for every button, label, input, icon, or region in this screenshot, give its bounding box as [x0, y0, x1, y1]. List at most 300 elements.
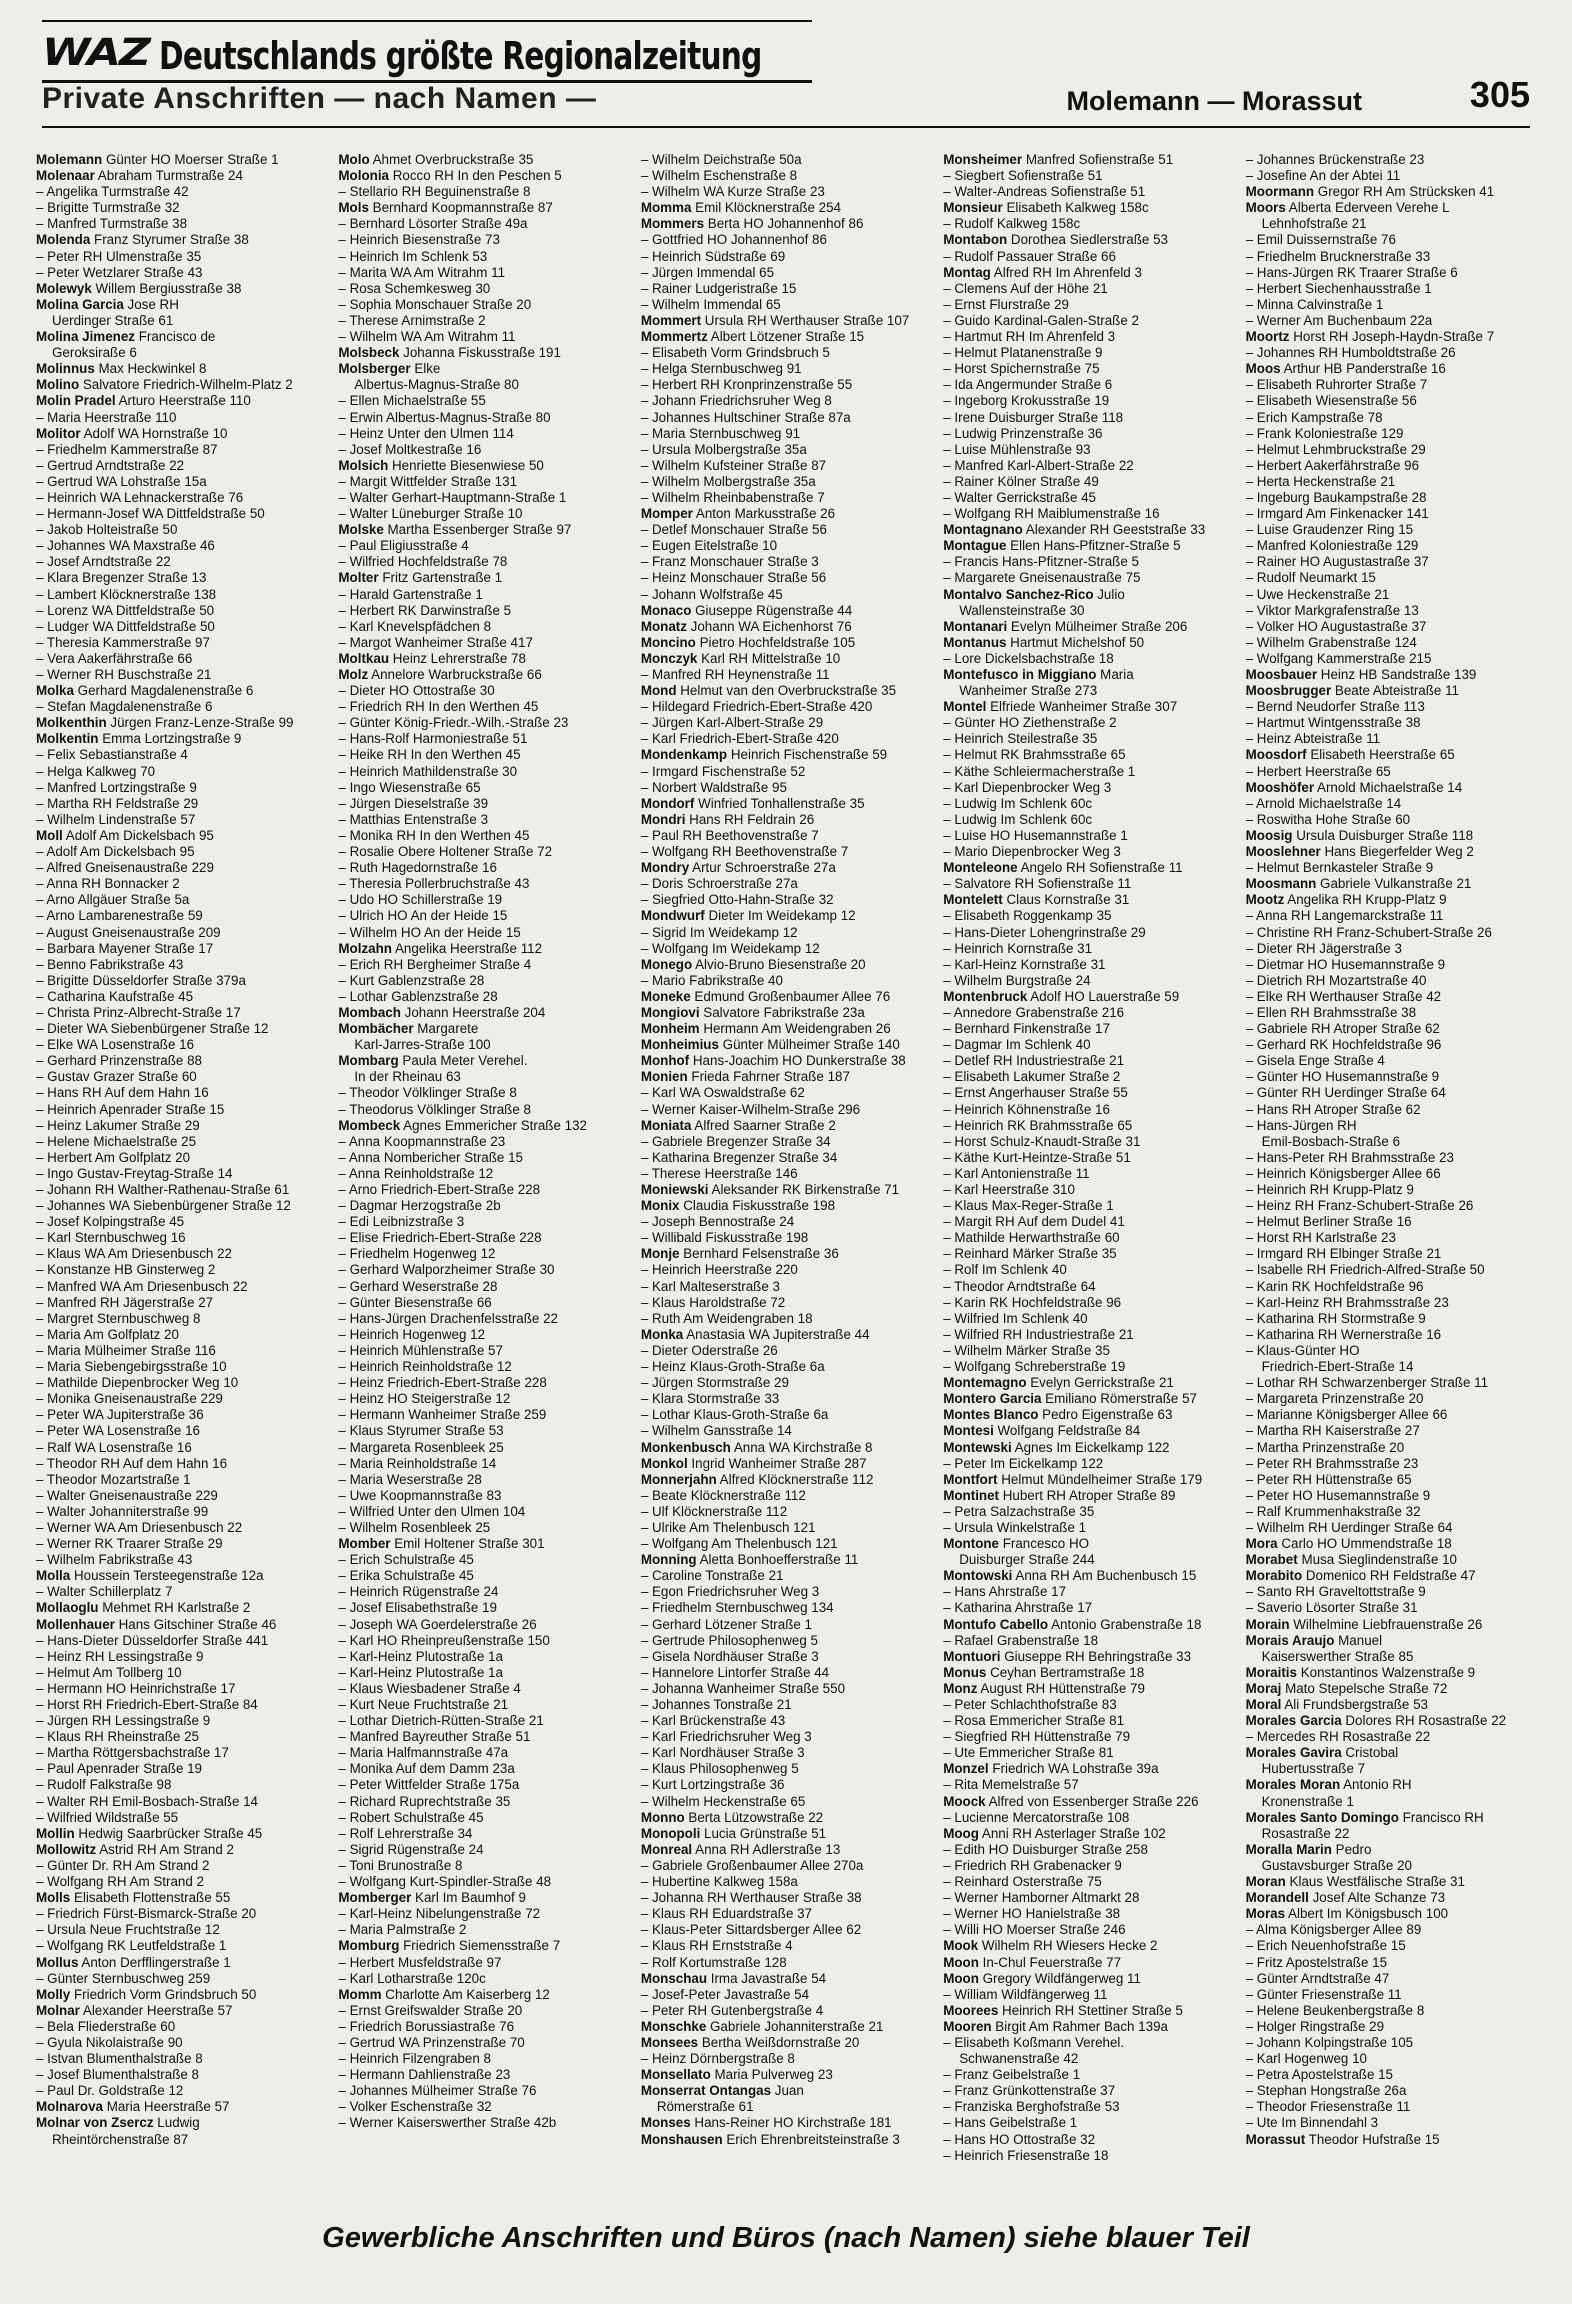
listing-entry: – Catharina Kaufstraße 45: [36, 988, 194, 1004]
listing-entry: Momber Emil Holtener Straße 301: [338, 1536, 545, 1552]
listing-entry: – Gisela Nordhäuser Straße 3: [640, 1648, 819, 1664]
listing-entry: Montfort Helmut Mündelheimer Straße 179: [943, 1471, 1203, 1487]
listing-entry: – Horst RH Friedrich-Ebert-Straße 84: [36, 1697, 258, 1712]
listing-entry: – Günter Sternbuschweg 259: [36, 1970, 211, 1986]
listing-entry: – Theodor RH Auf dem Hahn 16: [36, 1455, 228, 1471]
listing-entry: Momburg Friedrich Siemensstraße 7: [338, 1938, 561, 1954]
listing-entry: – Uwe Heckenstraße 21: [1245, 586, 1390, 602]
listing-entry: – Karl Knevelspfädchen 8: [338, 618, 492, 634]
listing-entry: Mols Bernhard Koopmannstraße 87: [338, 200, 553, 216]
masthead-title: [42, 26, 812, 78]
listing-entry: – Johannes WA Siebenbürgener Straße 12: [36, 1198, 291, 1214]
listing-entry: Albertus-Magnus-Straße 80: [354, 377, 519, 393]
listing-entry: – Peter Schlachthofstraße 83: [943, 1697, 1117, 1712]
listing-entry: – Herbert RK Darwinstraße 5: [338, 602, 512, 618]
listing-entry: – Johannes RH Humboldtstraße 26: [1245, 345, 1456, 361]
listing-entry: Mootz Angelika RH Krupp-Platz 9: [1245, 892, 1447, 908]
listing-entry: Mooslehner Hans Biegerfelder Weg 2: [1245, 844, 1474, 860]
listing-entry: – Heinrich Kornstraße 31: [943, 940, 1093, 956]
listing-entry: – Erika Schulstraße 45: [338, 1568, 474, 1584]
listing-entry: – Luise HO Husemannstraße 1: [943, 827, 1128, 843]
listing-entry: Molsich Henriette Biesenwiese 50: [338, 457, 544, 473]
listing-entry: – Katharina Bregenzer Straße 34: [640, 1149, 838, 1165]
listing-entry: – Ludwig Im Schlenk 60c: [943, 795, 1093, 811]
listing-entry: Moraj Mato Stepelsche Straße 72: [1245, 1680, 1448, 1696]
waz-logo: WAZ: [42, 30, 149, 75]
listing-entry: – Wilhelm RH Uerdinger Straße 64: [1245, 1519, 1453, 1535]
listing-entry: – Uwe Koopmannstraße 83: [338, 1487, 502, 1503]
listing-entry: Montewski Agnes Im Eickelkamp 122: [943, 1439, 1170, 1455]
listing-entry: Monning Aletta Bonhoefferstraße 11: [640, 1552, 859, 1568]
listing-entry: Monheimius Günter Mülheimer Straße 140: [640, 1037, 900, 1053]
listing-entry: – Bernhard Lösorter Straße 49a: [338, 216, 528, 232]
listing-entry: Moniata Alfred Saarner Straße 2: [640, 1117, 836, 1133]
listing-entry: Mollin Hedwig Saarbrücker Straße 45: [36, 1825, 263, 1841]
listing-entry: – Günter Dr. RH Am Strand 2: [36, 1857, 210, 1873]
listing-entry: Montague Ellen Hans-Pfitzner-Straße 5: [943, 538, 1181, 554]
listing-entry: – Johanna RH Werthauser Straße 38: [640, 1890, 862, 1906]
listing-entry: Monaco Giuseppe Rügenstraße 44: [640, 602, 853, 618]
listing-entry: – Klaus RH Ernststraße 4: [640, 1938, 793, 1954]
listing-entry: – Salvatore RH Sofienstraße 11: [943, 876, 1132, 892]
listing-entry: – Elisabeth Ruhrorter Straße 7: [1245, 377, 1428, 393]
listing-entry: – Wolfgang Schreberstraße 19: [943, 1359, 1126, 1375]
listing-entry: – Karl Heerstraße 310: [943, 1182, 1075, 1197]
listing-entry: – Werner HO Hanielstraße 38: [943, 1906, 1121, 1922]
listing-entry: – Friedrich Fürst-Bismarck-Straße 20: [36, 1906, 257, 1922]
listing-entry: – Karl WA Oswaldstraße 62: [640, 1085, 805, 1101]
listing-entry: Molls Elisabeth Flottenstraße 55: [36, 1890, 231, 1906]
listing-entry: – Karl Lotharstraße 120c: [338, 1970, 486, 1986]
listing-entry: Mollowitz Astrid RH Am Strand 2: [36, 1841, 234, 1857]
listing-entry: Monczyk Karl RH Mittelstraße 10: [640, 650, 841, 666]
listing-entry: Molewyk Willem Bergiusstraße 38: [36, 280, 242, 296]
listing-entry: – Paul Apenrader Straße 19: [36, 1761, 203, 1777]
listing-entry: Moltkau Heinz Lehrerstraße 78: [338, 650, 526, 666]
listing-entry: Monz August RH Hüttenstraße 79: [943, 1680, 1145, 1696]
listing-entry: – Wilfried Im Schlenk 40: [943, 1310, 1088, 1326]
listing-entry: Mommertz Albert Lötzener Straße 15: [640, 329, 865, 345]
header-rule: [42, 126, 1530, 128]
listing-entry: Moock Alfred von Essenberger Straße 226: [943, 1793, 1199, 1809]
listing-entry: – Ludger WA Dittfeldstraße 50: [36, 618, 215, 634]
listing-entry: – Rita Memelstraße 57: [943, 1777, 1079, 1793]
listing-entry: – Udo HO Schillerstraße 19: [338, 892, 503, 908]
listing-entry: – Santo RH Graveltottstraße 9: [1245, 1584, 1426, 1600]
listing-entry: – Emil Duissernstraße 76: [1245, 232, 1396, 248]
listing-entry: Molly Friedrich Vorm Grindsbruch 50: [36, 1986, 257, 2002]
listing-entry: Monteleone Angelo RH Sofienstraße 11: [943, 860, 1183, 876]
listing-entry: Montone Francesco HO: [943, 1536, 1090, 1552]
listing-entry: – Klaus-Günter HO: [1245, 1342, 1360, 1358]
listing-entry: – Irmgard Fischenstraße 52: [640, 763, 806, 779]
listing-entry: – Jürgen Stormstraße 29: [640, 1375, 789, 1391]
listing-entry: Monschau Irma Javastraße 54: [640, 1970, 827, 1986]
listing-entry: – Fritz Apostelstraße 15: [1245, 1954, 1388, 1970]
listing-entry: Rosastraße 22: [1261, 1825, 1350, 1841]
listing-entry: – Martha RH Kaiserstraße 27: [1245, 1423, 1420, 1439]
listing-entry: – Karl Friedrichsruher Weg 3: [640, 1729, 812, 1745]
listing-entry: – Ellen RH Brahmsstraße 38: [1245, 1004, 1417, 1020]
listing-entry: – Helmut Berliner Straße 16: [1245, 1214, 1412, 1230]
listing-entry: Montenbruck Adolf HO Lauerstraße 59: [943, 988, 1180, 1004]
listing-entry: – Bernd Neudorfer Straße 113: [1245, 699, 1425, 715]
listing-entry: – Friedhelm Kammerstraße 87: [36, 441, 218, 457]
listing-entry: – Walter-Andreas Sofienstraße 51: [943, 184, 1146, 200]
listing-entry: – Elke WA Losenstraße 16: [36, 1037, 195, 1053]
listing-entry: Mooshöfer Arnold Michaelstraße 14: [1245, 779, 1463, 795]
listing-entry: Mollus Anton Derfflingerstraße 1: [36, 1954, 231, 1970]
listing-entry: – Wilhelm Gansstraße 14: [640, 1423, 792, 1439]
listing-entry: – Gustav Grazer Straße 60: [36, 1069, 197, 1085]
listing-entry: – Helmut Platanenstraße 9: [943, 345, 1103, 361]
listing-entry: – Lothar Dietrich-Rütten-Straße 21: [338, 1713, 544, 1729]
listing-entry: Mommert Ursula RH Werthauser Straße 107: [640, 312, 910, 328]
listing-entry: – Johann Wolfstraße 45: [640, 586, 783, 602]
listing-entry: – Gabriele RH Atroper Straße 62: [1245, 1021, 1440, 1037]
listing-entry: – Rolf Kortumstraße 128: [640, 1954, 787, 1970]
listing-entry: – Johannes WA Maxstraße 46: [36, 538, 215, 554]
listing-entry: – Klara Stormstraße 33: [640, 1391, 780, 1407]
listing-entry: Mollaoglu Mehmet RH Karlstraße 2: [36, 1600, 251, 1616]
listing-entry: – Walter Lüneburger Straße 10: [338, 506, 523, 522]
listing-entry: – Dieter WA Siebenbürgener Straße 12: [36, 1021, 269, 1037]
listing-entry: – Karl-Heinz Nibelungenstraße 72: [338, 1906, 541, 1922]
listing-entry: – Günter Arndtstraße 47: [1245, 1970, 1390, 1986]
listing-entry: – Elisabeth Vorm Grindsbruch 5: [640, 345, 830, 361]
listing-entry: Moog Anni RH Asterlager Straße 102: [943, 1825, 1166, 1841]
listing-entry: Geroksiraße 6: [52, 345, 137, 361]
listing-entry: – Hans Geibelstraße 1: [943, 2115, 1078, 2131]
listing-entry: Mondry Artur Schroerstraße 27a: [640, 860, 836, 876]
listing-entry: – Ernst Flurstraße 29: [943, 296, 1069, 312]
listing-entry: – Karl HO Rheinpreußenstraße 150: [338, 1632, 550, 1648]
listing-entry: – Jürgen Karl-Albert-Straße 29: [640, 715, 824, 731]
listing-entry: – Manfred Bayreuther Straße 51: [338, 1729, 531, 1745]
listing-entry: Morales Santo Domingo Francisco RH: [1245, 1809, 1484, 1825]
listing-entry: Mooren Birgit Am Rahmer Bach 139a: [943, 2018, 1168, 2034]
listing-entry: – Walter Gerrickstraße 45: [943, 489, 1097, 505]
listing-entry: – Johann Friedrichsruher Weg 8: [640, 393, 832, 409]
listing-entry: Molske Martha Essenberger Straße 97: [338, 522, 572, 538]
listing-entry: – Heinrich Hogenweg 12: [338, 1326, 486, 1342]
listing-entry: – Beate Klöcknerstraße 112: [640, 1487, 806, 1503]
listing-entry: – Monika Gneisenaustraße 229: [36, 1391, 223, 1407]
listing-entry: Molz Annelore Warbruckstraße 66: [338, 667, 542, 682]
listing-entry: – Margret Sternbuschweg 8: [36, 1310, 201, 1326]
listing-entry: – Helga Sternbuschweg 91: [640, 361, 802, 377]
listing-entry: – Saverio Lösorter Straße 31: [1245, 1600, 1418, 1616]
listing-entry: Molsberger Elke: [338, 361, 441, 377]
listing-entry: – Josef Elisabethstraße 19: [338, 1600, 497, 1616]
listing-entry: – Ulf Klöcknerstraße 112: [640, 1503, 788, 1519]
listing-entry: – Harald Gartenstraße 1: [338, 586, 483, 602]
listing-entry: Moosig Ursula Duisburger Straße 118: [1245, 827, 1474, 843]
listing-entry: – Sigrid Im Weidekamp 12: [640, 924, 798, 940]
listing-entry: – Martha Prinzenstraße 20: [1245, 1439, 1405, 1455]
listing-entry: – Ludwig Im Schlenk 60c: [943, 811, 1093, 827]
listing-entry: – Luise Graudenzer Ring 15: [1245, 522, 1414, 538]
listing-entry: – Heinz RH Franz-Schubert-Straße 26: [1245, 1198, 1474, 1214]
listing-entry: – Karin RK Hochfeldstraße 96: [943, 1294, 1122, 1310]
listing-entry: Moosmann Gabriele Vulkanstraße 21: [1245, 876, 1472, 892]
listing-entry: Moralla Marin Pedro: [1245, 1841, 1372, 1857]
listing-entry: Morabet Musa Sieglindenstraße 10: [1245, 1552, 1458, 1568]
listing-entry: – Ludwig Prinzenstraße 36: [943, 425, 1103, 441]
listing-entry: – Herbert Aakerfährstraße 96: [1245, 457, 1420, 473]
listing-entry: – Reinhard Märker Straße 35: [943, 1246, 1117, 1262]
listing-entry: – Heinrich WA Lehnackerstraße 76: [36, 489, 244, 505]
listing-entry: Montel Elfriede Wanheimer Straße 307: [943, 699, 1178, 715]
listing-entry: Monsellato Maria Pulverweg 23: [640, 2067, 833, 2083]
listing-entry: – Gabriele Bregenzer Straße 34: [640, 1133, 831, 1149]
listing-entry: – Heinrich Filzengraben 8: [338, 2051, 491, 2067]
listing-entry: – Hans-Jürgen Drachenfelsstraße 22: [338, 1310, 558, 1326]
listing-entry: – Peter Wittfelder Straße 175a: [338, 1777, 520, 1793]
listing-entry: Kaiserswerther Straße 85: [1261, 1648, 1414, 1664]
listing-entry: – Hermann Wanheimer Straße 259: [338, 1407, 547, 1423]
listing-entry: – Klaus RH Eduardstraße 37: [640, 1906, 813, 1922]
listing-entry: Monatz Johann WA Eichenhorst 76: [640, 618, 852, 634]
listing-entry: Mombeck Agnes Emmericher Straße 132: [338, 1117, 587, 1133]
listing-entry: – Manfred Karl-Albert-Straße 22: [943, 457, 1134, 473]
listing-entry: – Heinrich Biesenstraße 73: [338, 232, 500, 248]
listing-entry: – Reinhard Osterstraße 75: [943, 1874, 1102, 1890]
listing-entry: Mombach Johann Heerstraße 204: [338, 1004, 546, 1020]
listing-entry: – Katharina RH Stormstraße 9: [1245, 1310, 1426, 1326]
listing-entry: Morassut Theodor Hufstraße 15: [1245, 2131, 1440, 2147]
listing-entry: – Gisela Enge Straße 4: [1245, 1053, 1385, 1069]
listing-entry: – Heinrich Mathildenstraße 30: [338, 763, 518, 779]
listing-entry: – Herbert Am Golfplatz 20: [36, 1149, 191, 1165]
listing-entry: – Sigrid Rügenstraße 24: [338, 1841, 484, 1857]
listing-entry: Molo Ahmet Overbruckstraße 35: [338, 152, 534, 167]
listing-entry: Wallensteinstraße 30: [959, 602, 1085, 618]
listing-entry: – Monika Auf dem Damm 23a: [338, 1761, 515, 1777]
listing-entry: – Johann Kolpingstraße 105: [1245, 2034, 1414, 2050]
listing-entry: – Karl Friedrich-Ebert-Straße 420: [640, 731, 839, 747]
listing-entry: – Rolf Lehrerstraße 34: [338, 1825, 473, 1841]
listing-entry: In der Rheinau 63: [354, 1069, 461, 1085]
listing-entry: – Karin RK Hochfeldstraße 96: [1245, 1278, 1424, 1294]
listing-entry: – Lambert Klöcknerstraße 138: [36, 586, 217, 602]
listing-entry: – Helmut Am Tollberg 10: [36, 1664, 182, 1680]
listing-entry: – Klaus Max-Reger-Straße 1: [943, 1198, 1114, 1214]
listing-entry: – Heinrich Rügenstraße 24: [338, 1584, 499, 1600]
listing-entry: – Ruth Hagedornstraße 16: [338, 860, 497, 876]
listing-entry: – Roswitha Hohe Straße 60: [1245, 811, 1411, 827]
listing-entry: – Bernhard Finkenstraße 17: [943, 1021, 1110, 1037]
listing-entry: – Hans-Rolf Harmoniestraße 51: [338, 731, 528, 747]
listing-entry: – Helene Beukenbergstraße 8: [1245, 2002, 1425, 2018]
listing-entry: – Peter RH Ulmenstraße 35: [36, 248, 202, 264]
listing-entry: – Hubertine Kalkweg 158a: [640, 1874, 798, 1890]
listing-entry: Uerdinger Straße 61: [52, 312, 174, 328]
listing-entry: – Manfred Turmstraße 38: [36, 216, 188, 232]
listing-entry: – Irene Duisburger Straße 118: [943, 409, 1124, 425]
listing-entry: – Ute Im Binnendahl 3: [1245, 2115, 1379, 2131]
listing-entry: – Heinz Klaus-Groth-Straße 6a: [640, 1359, 825, 1375]
listing-entry: – Gerhard RK Hochfeldstraße 96: [1245, 1037, 1442, 1053]
listing-entry: – Christa Prinz-Albrecht-Straße 17: [36, 1004, 241, 1020]
listing-entry: – Karl Sternbuschweg 16: [36, 1230, 186, 1246]
listing-entry: – Walter Johanniterstraße 99: [36, 1503, 209, 1519]
listing-entry: – Clemens Auf der Höhe 21: [943, 280, 1108, 296]
listing-entry: – Joseph Bennostraße 24: [640, 1214, 795, 1230]
listing-entry: – Wolfgang Kammerstraße 215: [1245, 650, 1432, 666]
listing-entry: – Jürgen Immendal 65: [640, 264, 775, 280]
listing-entry: – Wilhelm Rosenbleek 25: [338, 1519, 491, 1535]
listing-entry: – Wilhelm Fabrikstraße 43: [36, 1552, 193, 1568]
listing-entry: Mondorf Winfried Tonhallenstraße 35: [640, 795, 865, 811]
listing-entry: – Maria Halfmannstraße 47a: [338, 1745, 509, 1761]
listing-entry: – Heinrich Apenrader Straße 15: [36, 1101, 225, 1117]
listing-entry: – Walter RH Emil-Bosbach-Straße 14: [36, 1793, 259, 1809]
listing-entry: – Gertrud WA Lohstraße 15a: [36, 473, 207, 489]
listing-entry: – Ernst Greifswalder Straße 20: [338, 2002, 523, 2018]
listing-entry: – Brigitte Düsseldorfer Straße 379a: [36, 972, 246, 988]
listing-entry: – Herbert Siechenhausstraße 1: [1245, 280, 1432, 296]
listing-entry: – Friedhelm Hogenweg 12: [338, 1246, 496, 1262]
listing-entry: – Dieter RH Jägerstraße 3: [1245, 940, 1402, 956]
listing-entry: – Klaus-Peter Sittardsberger Allee 62: [640, 1922, 862, 1938]
listing-entry: – Gerhard Walporzheimer Straße 30: [338, 1262, 555, 1278]
listing-entry: Montelett Claus Kornstraße 31: [943, 892, 1130, 908]
listing-entry: – Gerhard Lötzener Straße 1: [640, 1616, 813, 1632]
listing-entry: – Gerhard Weserstraße 28: [338, 1278, 498, 1294]
listing-entry: Molnar von Zsercz Ludwig: [36, 2115, 200, 2131]
listing-entry: – Wilhelm Kufsteiner Straße 87: [640, 457, 827, 473]
listing-entry: – Helmut Lehmbruckstraße 29: [1245, 441, 1426, 457]
column-4: [943, 152, 1241, 2168]
listing-entry: – Volker HO Augustastraße 37: [1245, 618, 1427, 634]
listing-entry: – Ralf WA Losenstraße 16: [36, 1439, 192, 1455]
listing-entry: Monno Berta Lützowstraße 22: [640, 1809, 824, 1825]
listing-entry: Montag Alfred RH Im Ahrenfeld 3: [943, 264, 1142, 280]
listing-entry: – Peter Wetzlarer Straße 43: [36, 264, 203, 280]
listing-entry: Montes Blanco Pedro Eigenstraße 63: [943, 1407, 1173, 1423]
listing-entry: – Theodorus Völklinger Straße 8: [338, 1101, 531, 1117]
listing-entry: – Marianne Königsberger Allee 66: [1245, 1407, 1448, 1423]
listing-entry: – Werner Kaiser-Wilhelm-Straße 296: [640, 1101, 861, 1117]
listing-entry: – Josef Blumenthalstraße 8: [36, 2067, 200, 2083]
listing-entry: – Manfred RH Heynenstraße 11: [640, 667, 830, 682]
listing-entry: – Katharina Ahrstraße 17: [943, 1600, 1093, 1616]
listing-entry: – Friedhelm Brucknerstraße 33: [1245, 248, 1431, 264]
listing-entry: – Anna RH Bonnacker 2: [36, 876, 180, 892]
listing-entry: – Hermann HO Heinrichstraße 17: [36, 1680, 236, 1696]
listing-entry: Morabito Domenico RH Feldstraße 47: [1245, 1568, 1476, 1584]
listing-entry: Montagnano Alexander RH Geeststraße 33: [943, 522, 1206, 538]
listing-entry: Molenaar Abraham Turmstraße 24: [36, 168, 243, 184]
listing-entry: – Lucienne Mercatorstraße 108: [943, 1809, 1130, 1825]
listing-entry: – Heike RH In den Werthen 45: [338, 747, 521, 763]
listing-entry: – Dieter HO Ottostraße 30: [338, 683, 495, 699]
listing-entry: – Kurt Lortzingstraße 36: [640, 1777, 785, 1793]
listing-entry: – Ute Emmericher Straße 81: [943, 1745, 1114, 1761]
listing-entry: Monkenbusch Anna WA Kirchstraße 8: [640, 1439, 873, 1455]
footer-note: Gewerbliche Anschriften und Büros (nach Namen) siehe blauer Teil: [322, 2222, 1250, 2254]
listing-entry: – Heinrich Südstraße 69: [640, 248, 786, 264]
listing-entry: – Karl-Heinz Plutostraße 1a: [338, 1648, 503, 1664]
listing-entry: Moncino Pietro Hochfeldstraße 105: [640, 634, 856, 650]
listing-columns: [36, 152, 1544, 2168]
listing-entry: – Martha Röttgersbachstraße 17: [36, 1745, 229, 1761]
listing-entry: – Doris Schroerstraße 27a: [640, 876, 798, 892]
listing-entry: – Hans-Jürgen RK Traarer Straße 6: [1245, 264, 1458, 280]
listing-entry: Gustavsburger Straße 20: [1261, 1857, 1412, 1873]
column-5: [1246, 152, 1544, 2168]
listing-entry: Moniewski Aleksander RK Birkenstraße 71: [640, 1182, 900, 1197]
listing-entry: – Walter Gneisenaustraße 229: [36, 1487, 218, 1503]
listing-entry: – Anna Koopmannstraße 23: [338, 1133, 506, 1149]
listing-entry: – Klaus Styrumer Straße 53: [338, 1423, 504, 1439]
listing-entry: – Hans HO Ottostraße 32: [943, 2131, 1096, 2147]
listing-entry: Molnarova Maria Heerstraße 57: [36, 2099, 230, 2115]
listing-entry: – Wilhelm Immendal 65: [640, 296, 781, 312]
listing-entry: – Heinrich Steilestraße 35: [943, 731, 1098, 747]
listing-entry: – Brigitte Turmstraße 32: [36, 200, 180, 216]
listing-entry: Monreal Anna RH Adlerstraße 13: [640, 1841, 841, 1857]
listing-entry: – Lothar Gablenzstraße 28: [338, 988, 498, 1004]
listing-entry: Duisburger Straße 244: [959, 1552, 1095, 1568]
listing-entry: – Hans-Dieter Düsseldorfer Straße 441: [36, 1632, 269, 1648]
listing-entry: – Adolf Am Dickelsbach 95: [36, 844, 195, 860]
listing-entry: – Peter WA Jupiterstraße 36: [36, 1407, 204, 1423]
listing-entry: Montefusco in Miggiano Maria: [943, 667, 1134, 682]
listing-entry: – Mario Fabrikstraße 40: [640, 972, 783, 988]
listing-entry: – Petra Apostelstraße 15: [1245, 2067, 1394, 2083]
listing-entry: – Elke RH Werthauser Straße 42: [1245, 988, 1442, 1004]
listing-entry: – Wilhelm WA Kurze Straße 23: [640, 184, 825, 200]
listing-entry: Moosdorf Elisabeth Heerstraße 65: [1245, 747, 1455, 763]
page-number: 305: [1469, 74, 1530, 115]
listing-entry: – Lothar Klaus-Groth-Straße 6a: [640, 1407, 829, 1423]
listing-entry: – Caroline Tonstraße 21: [640, 1568, 784, 1584]
listing-entry: – Irmgard Am Finkenacker 141: [1245, 506, 1429, 522]
listing-entry: – Gertrud Arndtstraße 22: [36, 457, 185, 473]
listing-entry: – Siegfried RH Hüttenstraße 79: [943, 1729, 1131, 1745]
listing-entry: Monschke Gabriele Johanniterstraße 21: [640, 2018, 884, 2034]
listing-entry: – Siegbert Sofienstraße 51: [943, 168, 1103, 184]
listing-entry: Montero Garcia Emiliano Römerstraße 57: [943, 1391, 1197, 1407]
listing-entry: – Erich Schulstraße 45: [338, 1552, 474, 1568]
listing-entry: – Josef Moltkestraße 16: [338, 441, 482, 457]
listing-entry: – Hans Ahrstraße 17: [943, 1584, 1067, 1600]
listing-entry: Mollenhauer Hans Gitschiner Straße 46: [36, 1616, 277, 1632]
listing-entry: – Käthe Kurt-Heintze-Straße 51: [943, 1149, 1131, 1165]
listing-entry: Römerstraße 61: [656, 2099, 754, 2115]
listing-entry: Moon Gregory Wildfängerweg 11: [943, 1970, 1141, 1986]
listing-entry: – Theodor Mozartstraße 1: [36, 1471, 191, 1487]
listing-entry: Morais Araujo Manuel: [1245, 1632, 1383, 1648]
listing-entry: Monnerjahn Alfred Klöcknerstraße 112: [640, 1471, 874, 1487]
listing-entry: – Margareta Rosenbleek 25: [338, 1439, 504, 1455]
listing-entry: – Isabelle RH Friedrich-Alfred-Straße 50: [1245, 1262, 1485, 1278]
listing-entry: – Arno Lambarenestraße 59: [36, 908, 203, 924]
listing-entry: – Robert Schulstraße 45: [338, 1809, 484, 1825]
listing-entry: – Hartmut RH Im Ahrenfeld 3: [943, 329, 1116, 345]
listing-entry: Moosbauer Heinz HB Sandstraße 139: [1245, 667, 1477, 682]
listing-entry: – Rafael Grabenstraße 18: [943, 1632, 1099, 1648]
listing-entry: Moran Klaus Westfälische Straße 31: [1245, 1874, 1465, 1890]
listing-entry: – Margot Wanheimer Straße 417: [338, 634, 533, 650]
listing-entry: Montanus Hartmut Michelshof 50: [943, 634, 1145, 650]
listing-entry: – Heinz Friedrich-Ebert-Straße 228: [338, 1375, 547, 1391]
listing-entry: – Karl Antonienstraße 11: [943, 1165, 1090, 1181]
listing-entry: – Hans-Peter RH Brahmsstraße 23: [1245, 1149, 1454, 1165]
listing-entry: – Wolfgang RH Am Strand 2: [36, 1874, 204, 1890]
